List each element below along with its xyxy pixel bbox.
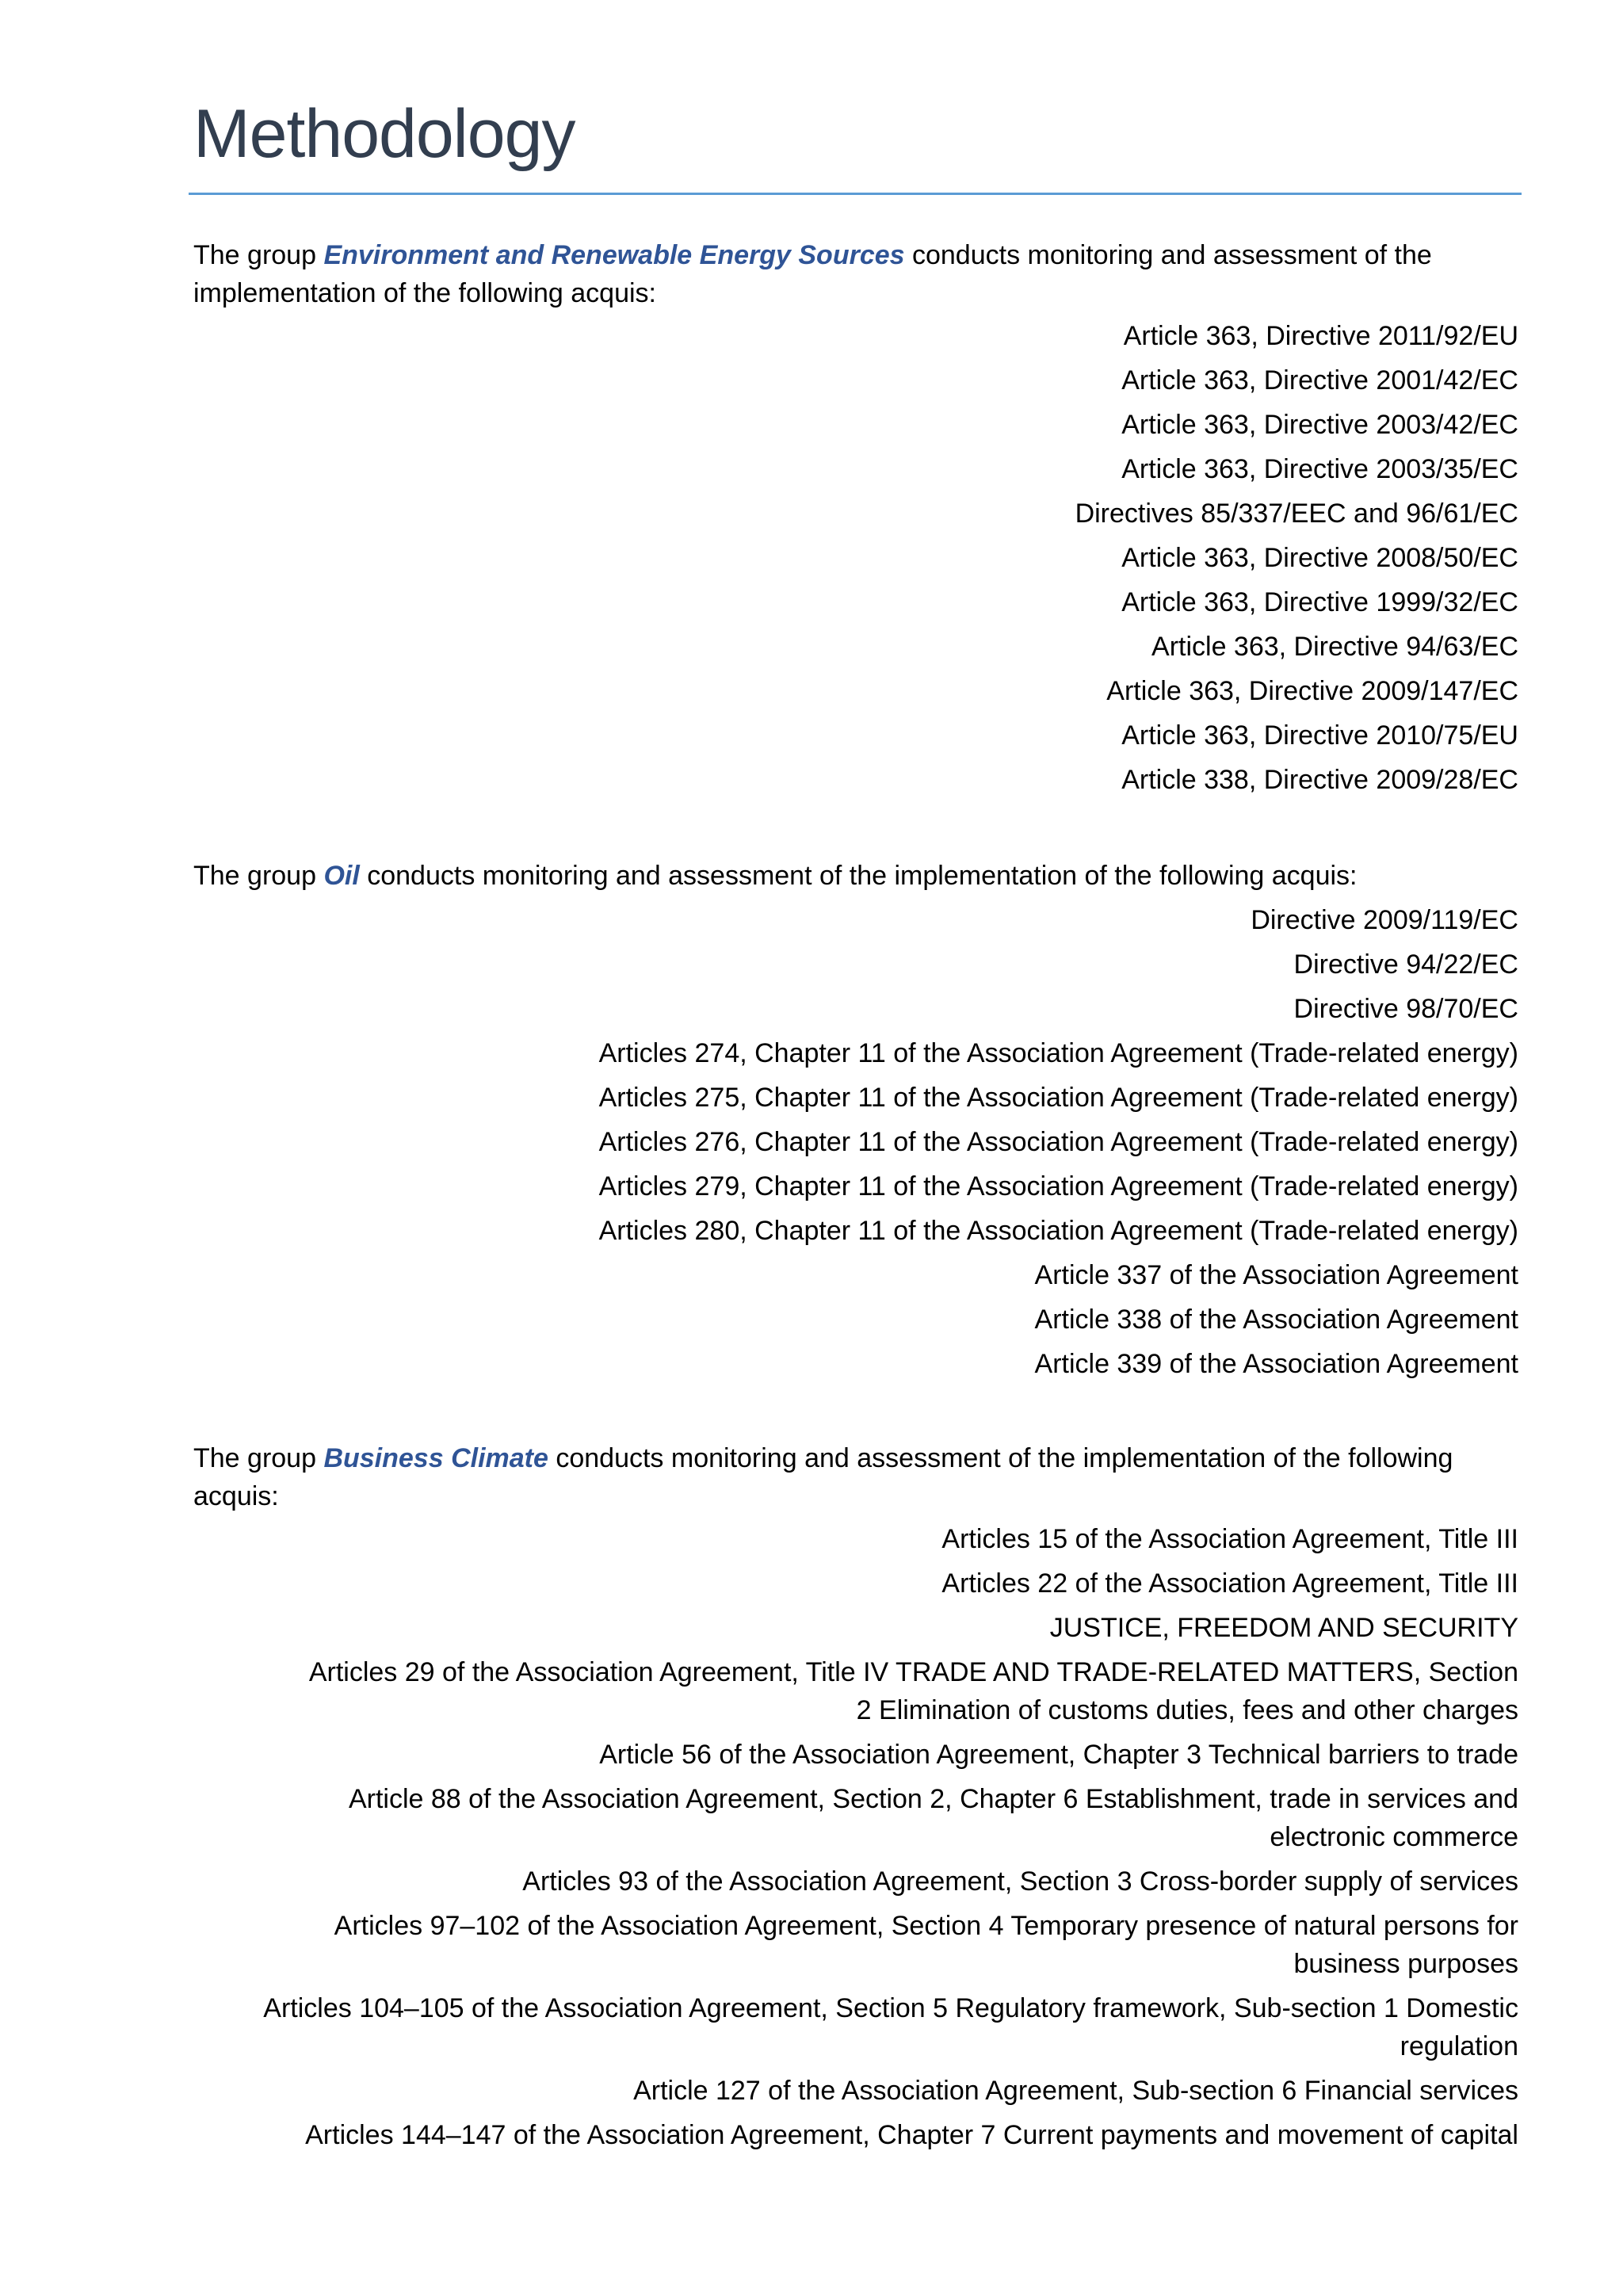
page-title: Methodology	[193, 96, 575, 172]
group-section-oil	[193, 857, 1522, 1389]
acquis-item: Article 337 of the Association Agreement	[1034, 1260, 1518, 1290]
acquis-item: Directive 98/70/EC	[1293, 994, 1518, 1024]
acquis-item: Article 88 of the Association Agreement, Section 2, Chapter 6 Establishment, trade in services and electronic commerce	[348, 1784, 1518, 1852]
acquis-item: Articles 274, Chapter 11 of the Association Agreement (Trade-related energy)	[598, 1038, 1518, 1068]
acquis-item: Article 363, Directive 2011/92/EU	[1123, 321, 1518, 351]
group-name: Business Climate	[323, 1443, 548, 1473]
acquis-item: Directives 85/337/EEC and 96/61/EC	[1075, 499, 1518, 529]
acquis-item: Articles 97–102 of the Association Agreement, Section 4 Temporary presence of natural persons for business purposes	[334, 1911, 1518, 1979]
intro-text-before: The group	[193, 240, 324, 270]
acquis-item: Articles 22 of the Association Agreement, Title III	[941, 1568, 1518, 1599]
acquis-item: JUSTICE, FREEDOM AND SECURITY	[1049, 1613, 1518, 1643]
acquis-item: Article 363, Directive 2009/147/EC	[1106, 676, 1518, 706]
acquis-item: Article 56 of the Association Agreement, Chapter 3 Technical barriers to trade	[599, 1740, 1518, 1770]
acquis-list	[193, 1520, 1522, 2154]
group-intro	[193, 236, 1522, 312]
acquis-item: Articles 275, Chapter 11 of the Association Agreement (Trade-related energy)	[598, 1083, 1518, 1113]
intro-text-before: The group	[193, 861, 324, 891]
acquis-item: Article 363, Directive 1999/32/EC	[1121, 587, 1518, 617]
acquis-item: Article 363, Directive 2001/42/EC	[1121, 365, 1518, 395]
acquis-item: Article 363, Directive 2003/42/EC	[1121, 410, 1518, 440]
group-intro	[193, 857, 1522, 895]
acquis-list	[193, 901, 1522, 1383]
acquis-item: Articles 276, Chapter 11 of the Association Agreement (Trade-related energy)	[598, 1127, 1518, 1157]
acquis-item: Article 363, Directive 2003/35/EC	[1121, 454, 1518, 484]
acquis-item: Article 363, Directive 2008/50/EC	[1121, 543, 1518, 573]
acquis-item: Directive 94/22/EC	[1293, 949, 1518, 980]
acquis-item: Article 363, Directive 94/63/EC	[1151, 632, 1518, 662]
title-underline	[189, 193, 1522, 195]
acquis-item: Articles 280, Chapter 11 of the Association Agreement (Trade-related energy)	[598, 1216, 1518, 1246]
acquis-item: Article 127 of the Association Agreement, Sub-section 6 Financial services	[633, 2076, 1518, 2106]
group-name: Oil	[323, 861, 360, 891]
group-section-business-climate	[193, 1439, 1522, 2160]
acquis-item: Articles 29 of the Association Agreement, Title IV TRADE AND TRADE-RELATED MATTERS, Section 2 Elimination of customs duties, fees and other charges	[308, 1657, 1518, 1725]
acquis-item: Article 338, Directive 2009/28/EC	[1121, 765, 1518, 795]
acquis-item: Articles 279, Chapter 11 of the Association Agreement (Trade-related energy)	[598, 1171, 1518, 1201]
acquis-list	[193, 317, 1522, 799]
acquis-item: Articles 15 of the Association Agreement, Title III	[941, 1524, 1518, 1554]
acquis-item: Articles 104–105 of the Association Agreement, Section 5 Regulatory framework, Sub-section 1 Domestic regulation	[263, 1993, 1518, 2061]
acquis-item: Article 339 of the Association Agreement	[1034, 1349, 1518, 1379]
group-name: Environment and Renewable Energy Sources	[323, 240, 905, 270]
intro-text-after: conducts monitoring and assessment of the implementation of the following acquis:	[193, 1443, 1453, 1511]
group-section-environment	[193, 236, 1522, 805]
acquis-item: Article 363, Directive 2010/75/EU	[1121, 720, 1518, 751]
intro-text-before: The group	[193, 1443, 324, 1473]
acquis-item: Articles 144–147 of the Association Agreement, Chapter 7 Current payments and movement of capital	[305, 2120, 1518, 2150]
acquis-item: Article 338 of the Association Agreement	[1034, 1305, 1518, 1335]
group-intro	[193, 1439, 1522, 1515]
acquis-item: Directive 2009/119/EC	[1251, 905, 1518, 935]
intro-text-after: conducts monitoring and assessment of the implementation of the following acquis:	[359, 861, 1358, 891]
acquis-item: Articles 93 of the Association Agreement, Section 3 Cross-border supply of services	[522, 1866, 1518, 1897]
intro-text-after: conducts monitoring and assessment of the implementation of the following acquis:	[193, 240, 1432, 308]
